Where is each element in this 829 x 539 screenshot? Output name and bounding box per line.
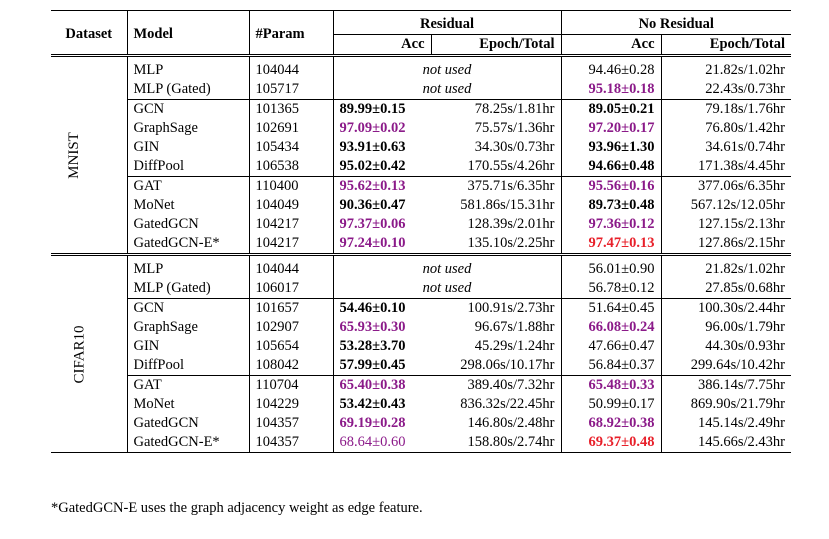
noresidual-acc: 94.66±0.48 [561, 157, 661, 177]
param-count: 104357 [249, 414, 333, 433]
residual-epoch: 375.71s/6.35hr [431, 177, 561, 197]
residual-acc: 54.46±0.10 [333, 299, 431, 319]
residual-acc: 65.40±0.38 [333, 376, 431, 396]
noresidual-acc: 47.66±0.47 [561, 337, 661, 356]
model-name: GIN [127, 337, 249, 356]
residual-epoch: 298.06s/10.17hr [431, 356, 561, 376]
noresidual-acc: 56.84±0.37 [561, 356, 661, 376]
model-name: GIN [127, 138, 249, 157]
model-name: MoNet [127, 395, 249, 414]
header-noresidual-epoch: Epoch/Total [661, 35, 791, 56]
param-count: 105654 [249, 337, 333, 356]
noresidual-epoch: 76.80s/1.42hr [705, 120, 785, 136]
residual-epoch: 146.80s/2.48hr [431, 414, 561, 433]
header-residual-epoch: Epoch/Total [431, 35, 561, 56]
residual-acc: 97.24±0.10 [339, 235, 406, 251]
noresidual-acc: 65.48±0.33 [561, 376, 661, 396]
header-model: Model [127, 11, 249, 56]
param-count: 101365 [249, 100, 333, 120]
model-name: MLP [127, 56, 249, 81]
table-row [51, 337, 791, 356]
residual-acc: 53.42±0.43 [339, 396, 406, 412]
residual-acc: 89.99±0.15 [333, 100, 431, 120]
table-row [51, 376, 791, 396]
residual-epoch: 96.67s/1.88hr [431, 318, 561, 337]
param-count: 102691 [249, 119, 333, 138]
table-row [51, 234, 791, 255]
dataset-name: CIFAR10 [71, 324, 88, 384]
noresidual-epoch: 96.00s/1.79hr [705, 319, 785, 335]
noresidual-acc: 68.92±0.38 [561, 414, 661, 433]
header-no-residual: No Residual [561, 11, 791, 35]
residual-epoch: 34.30s/0.73hr [431, 138, 561, 157]
residual-epoch: 78.25s/1.81hr [431, 100, 561, 120]
param-count: 104044 [249, 56, 333, 81]
table-row [51, 119, 791, 138]
param-count: 105717 [249, 80, 333, 100]
noresidual-epoch: 377.06s/6.35hr [661, 177, 791, 197]
param-count: 104044 [249, 255, 333, 280]
residual-epoch: 170.55s/4.26hr [431, 157, 561, 177]
header-dataset: Dataset [51, 11, 127, 56]
model-name: MLP (Gated) [127, 80, 249, 100]
residual-acc: 97.37±0.06 [339, 216, 406, 232]
residual-acc: 90.36±0.47 [339, 197, 406, 213]
noresidual-epoch: 34.61s/0.74hr [705, 139, 785, 155]
table-row [51, 80, 791, 100]
table-row [51, 414, 791, 433]
dataset-name: MNIST [65, 131, 82, 179]
model-name: GatedGCN [127, 414, 249, 433]
residual-acc: 65.93±0.30 [339, 319, 406, 335]
residual-acc: 97.09±0.02 [339, 120, 406, 136]
header-residual: Residual [333, 11, 561, 35]
residual-epoch: 100.91s/2.73hr [431, 299, 561, 319]
noresidual-acc: 97.36±0.12 [561, 215, 661, 234]
noresidual-acc: 56.01±0.90 [561, 255, 661, 280]
noresidual-acc: 93.96±1.30 [561, 138, 661, 157]
noresidual-epoch: 27.85s/0.68hr [705, 280, 785, 296]
model-name: GCN [127, 100, 249, 120]
model-name: GAT [127, 177, 249, 197]
dataset-label [51, 255, 127, 453]
residual-epoch: 75.57s/1.36hr [431, 119, 561, 138]
table-row [51, 395, 791, 414]
model-name: MLP [127, 255, 249, 280]
noresidual-acc: 94.46±0.28 [561, 56, 661, 81]
param-count: 102907 [249, 318, 333, 337]
noresidual-epoch: 22.43s/0.73hr [705, 81, 785, 97]
model-name: DiffPool [127, 157, 249, 177]
model-name: GatedGCN-E* [127, 234, 249, 255]
model-name: GraphSage [127, 119, 249, 138]
param-count: 101657 [249, 299, 333, 319]
dataset-label [51, 56, 127, 255]
residual-not-used: not used [333, 279, 561, 299]
residual-epoch: 581.86s/15.31hr [431, 196, 561, 215]
footnote: *GatedGCN-E uses the graph adjacency weight as edge feature. [51, 500, 423, 516]
table-row [51, 138, 791, 157]
results-table-container [51, 10, 791, 453]
param-count: 104217 [249, 234, 333, 255]
table-row [51, 433, 791, 453]
param-count: 104357 [249, 433, 333, 453]
table-row [51, 318, 791, 337]
noresidual-acc: 89.73±0.48 [561, 196, 661, 215]
model-name: GraphSage [127, 318, 249, 337]
noresidual-acc: 95.18±0.18 [561, 80, 661, 100]
model-name: GatedGCN-E* [127, 433, 249, 453]
residual-not-used: not used [333, 255, 561, 280]
residual-epoch: 836.32s/22.45hr [431, 395, 561, 414]
header-param: #Param [249, 11, 333, 56]
noresidual-epoch: 171.38s/4.45hr [698, 158, 785, 174]
param-count: 104229 [249, 395, 333, 414]
noresidual-acc: 89.05±0.21 [561, 100, 661, 120]
noresidual-acc: 97.47±0.13 [561, 234, 661, 255]
model-name: MLP (Gated) [127, 279, 249, 299]
noresidual-epoch: 869.90s/21.79hr [690, 396, 785, 412]
noresidual-epoch: 100.30s/2.44hr [661, 299, 791, 319]
noresidual-epoch: 386.14s/7.75hr [661, 376, 791, 396]
header-residual-acc: Acc [333, 35, 431, 56]
table-row [51, 255, 791, 280]
residual-not-used: not used [333, 80, 561, 100]
table-row [51, 177, 791, 197]
table-row [51, 157, 791, 177]
noresidual-acc: 97.20±0.17 [561, 119, 661, 138]
residual-epoch: 128.39s/2.01hr [431, 215, 561, 234]
table-row [51, 56, 791, 81]
results-table [51, 10, 791, 453]
table-row [51, 356, 791, 376]
noresidual-acc: 95.56±0.16 [561, 177, 661, 197]
param-count: 106538 [249, 157, 333, 177]
residual-acc: 69.19±0.28 [339, 415, 406, 431]
noresidual-epoch: 44.30s/0.93hr [705, 338, 785, 354]
residual-epoch: 135.10s/2.25hr [431, 234, 561, 255]
noresidual-acc: 56.78±0.12 [561, 279, 661, 299]
noresidual-epoch: 21.82s/1.02hr [661, 56, 791, 81]
noresidual-epoch: 145.14s/2.49hr [698, 415, 785, 431]
residual-acc: 57.99±0.45 [339, 357, 406, 373]
model-name: GatedGCN [127, 215, 249, 234]
noresidual-epoch: 79.18s/1.76hr [661, 100, 791, 120]
header-noresidual-acc: Acc [561, 35, 661, 56]
noresidual-epoch: 21.82s/1.02hr [661, 255, 791, 280]
residual-acc: 95.02±0.42 [339, 158, 406, 174]
model-name: MoNet [127, 196, 249, 215]
residual-epoch: 158.80s/2.74hr [431, 433, 561, 453]
noresidual-epoch: 127.86s/2.15hr [698, 235, 785, 251]
noresidual-epoch: 127.15s/2.13hr [698, 216, 785, 232]
residual-acc: 95.62±0.13 [333, 177, 431, 197]
param-count: 108042 [249, 356, 333, 376]
model-name: DiffPool [127, 356, 249, 376]
residual-not-used: not used [333, 56, 561, 81]
residual-epoch: 389.40s/7.32hr [431, 376, 561, 396]
noresidual-acc: 66.08±0.24 [561, 318, 661, 337]
noresidual-epoch: 145.66s/2.43hr [661, 433, 791, 453]
residual-epoch: 45.29s/1.24hr [431, 337, 561, 356]
residual-acc: 93.91±0.63 [339, 139, 406, 155]
param-count: 110704 [249, 376, 333, 396]
table-row [51, 279, 791, 299]
param-count: 104049 [249, 196, 333, 215]
table-row [51, 100, 791, 120]
param-count: 106017 [249, 279, 333, 299]
param-count: 110400 [249, 177, 333, 197]
noresidual-epoch: 299.64s/10.42hr [690, 357, 785, 373]
param-count: 104217 [249, 215, 333, 234]
residual-acc: 53.28±3.70 [339, 338, 406, 354]
table-row [51, 196, 791, 215]
noresidual-epoch: 567.12s/12.05hr [690, 197, 785, 213]
model-name: GCN [127, 299, 249, 319]
residual-acc: 68.64±0.60 [333, 433, 431, 453]
noresidual-acc: 50.99±0.17 [561, 395, 661, 414]
model-name: GAT [127, 376, 249, 396]
table-row [51, 299, 791, 319]
table-row [51, 215, 791, 234]
noresidual-acc: 69.37±0.48 [561, 433, 661, 453]
noresidual-acc: 51.64±0.45 [561, 299, 661, 319]
param-count: 105434 [249, 138, 333, 157]
